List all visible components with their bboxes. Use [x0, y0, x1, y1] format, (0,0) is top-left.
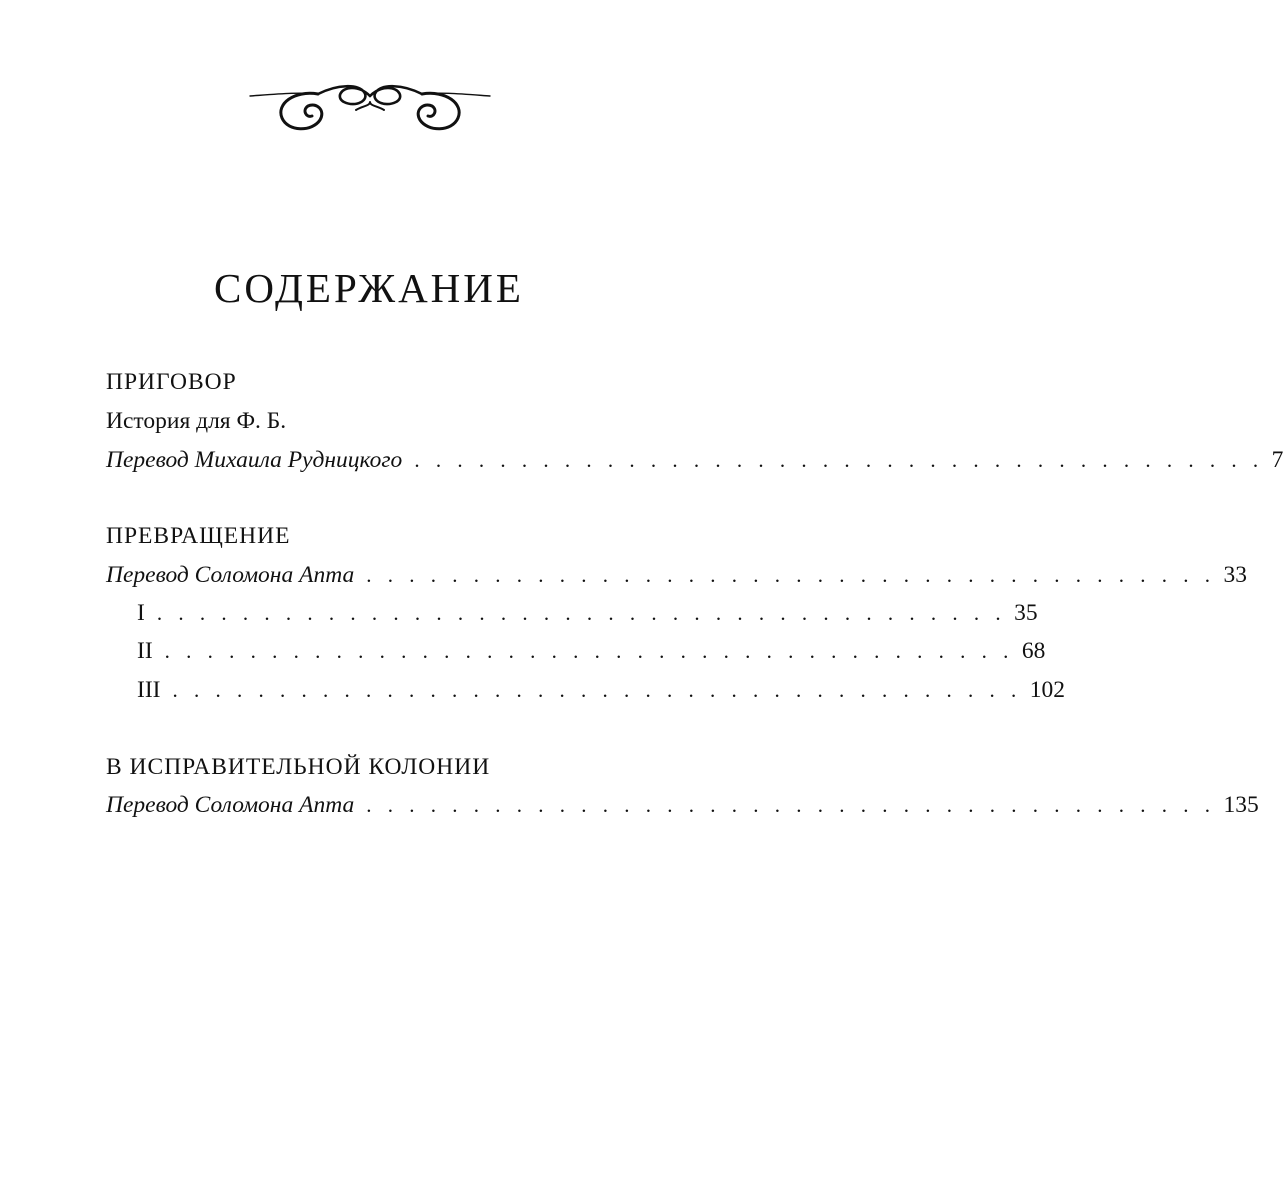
toc-entry[interactable]: [106, 560, 1247, 590]
toc-entry[interactable]: [137, 675, 1065, 705]
toc-entry-label: Перевод Соломона Апта: [106, 562, 355, 588]
section-heading-v-ispravitelnoy-kolonii: В ИСПРАВИТЕЛЬНОЙ КОЛОНИИ: [106, 754, 491, 780]
toc-entry-label: Перевод Михаила Рудницкого: [106, 447, 403, 473]
dot-leader: . . . . . . . . . . . . . . . . . . . . . . . . . . . . . . . . . . . . . . . .: [156, 601, 1007, 625]
toc-entry[interactable]: [106, 790, 1259, 820]
dot-leader: . . . . . . . . . . . . . . . . . . . . . . . . . . . . . . . . . . . . . . . .: [366, 563, 1216, 587]
section-heading-prevrashchenie: ПРЕВРАЩЕНИЕ: [106, 523, 291, 549]
section-heading-prigovor: ПРИГОВОР: [106, 369, 237, 395]
toc-entry-label: Перевод Соломона Апта: [106, 792, 355, 818]
toc-page-number: 135: [1223, 792, 1259, 818]
toc-entry[interactable]: [106, 445, 1283, 475]
toc-page-number: 102: [1029, 677, 1065, 703]
flourish-ornament-icon: [248, 74, 492, 136]
toc-page-number: 33: [1223, 562, 1247, 588]
dot-leader: . . . . . . . . . . . . . . . . . . . . . . . . . . . . . . . . . . . . . . . .: [366, 793, 1216, 817]
page-title: СОДЕРЖАНИЕ: [214, 265, 524, 311]
toc-entry[interactable]: [137, 598, 1038, 628]
toc-page-number: 68: [1021, 638, 1046, 664]
section-subtitle: История для Ф. Б.: [106, 408, 287, 434]
toc-entry-label: I: [137, 600, 145, 626]
toc-page-number: 35: [1014, 600, 1038, 626]
toc-page-number: 7: [1271, 447, 1283, 473]
toc-entry-label: II: [137, 638, 153, 664]
dot-leader: . . . . . . . . . . . . . . . . . . . . . . . . . . . . . . . . . . . . . . . .: [414, 448, 1264, 472]
toc-entry-label: III: [137, 677, 161, 703]
dot-leader: . . . . . . . . . . . . . . . . . . . . . . . . . . . . . . . . . . . . . . . .: [172, 678, 1022, 702]
dot-leader: . . . . . . . . . . . . . . . . . . . . . . . . . . . . . . . . . . . . . . . .: [164, 639, 1014, 663]
toc-entry[interactable]: [137, 636, 1046, 666]
